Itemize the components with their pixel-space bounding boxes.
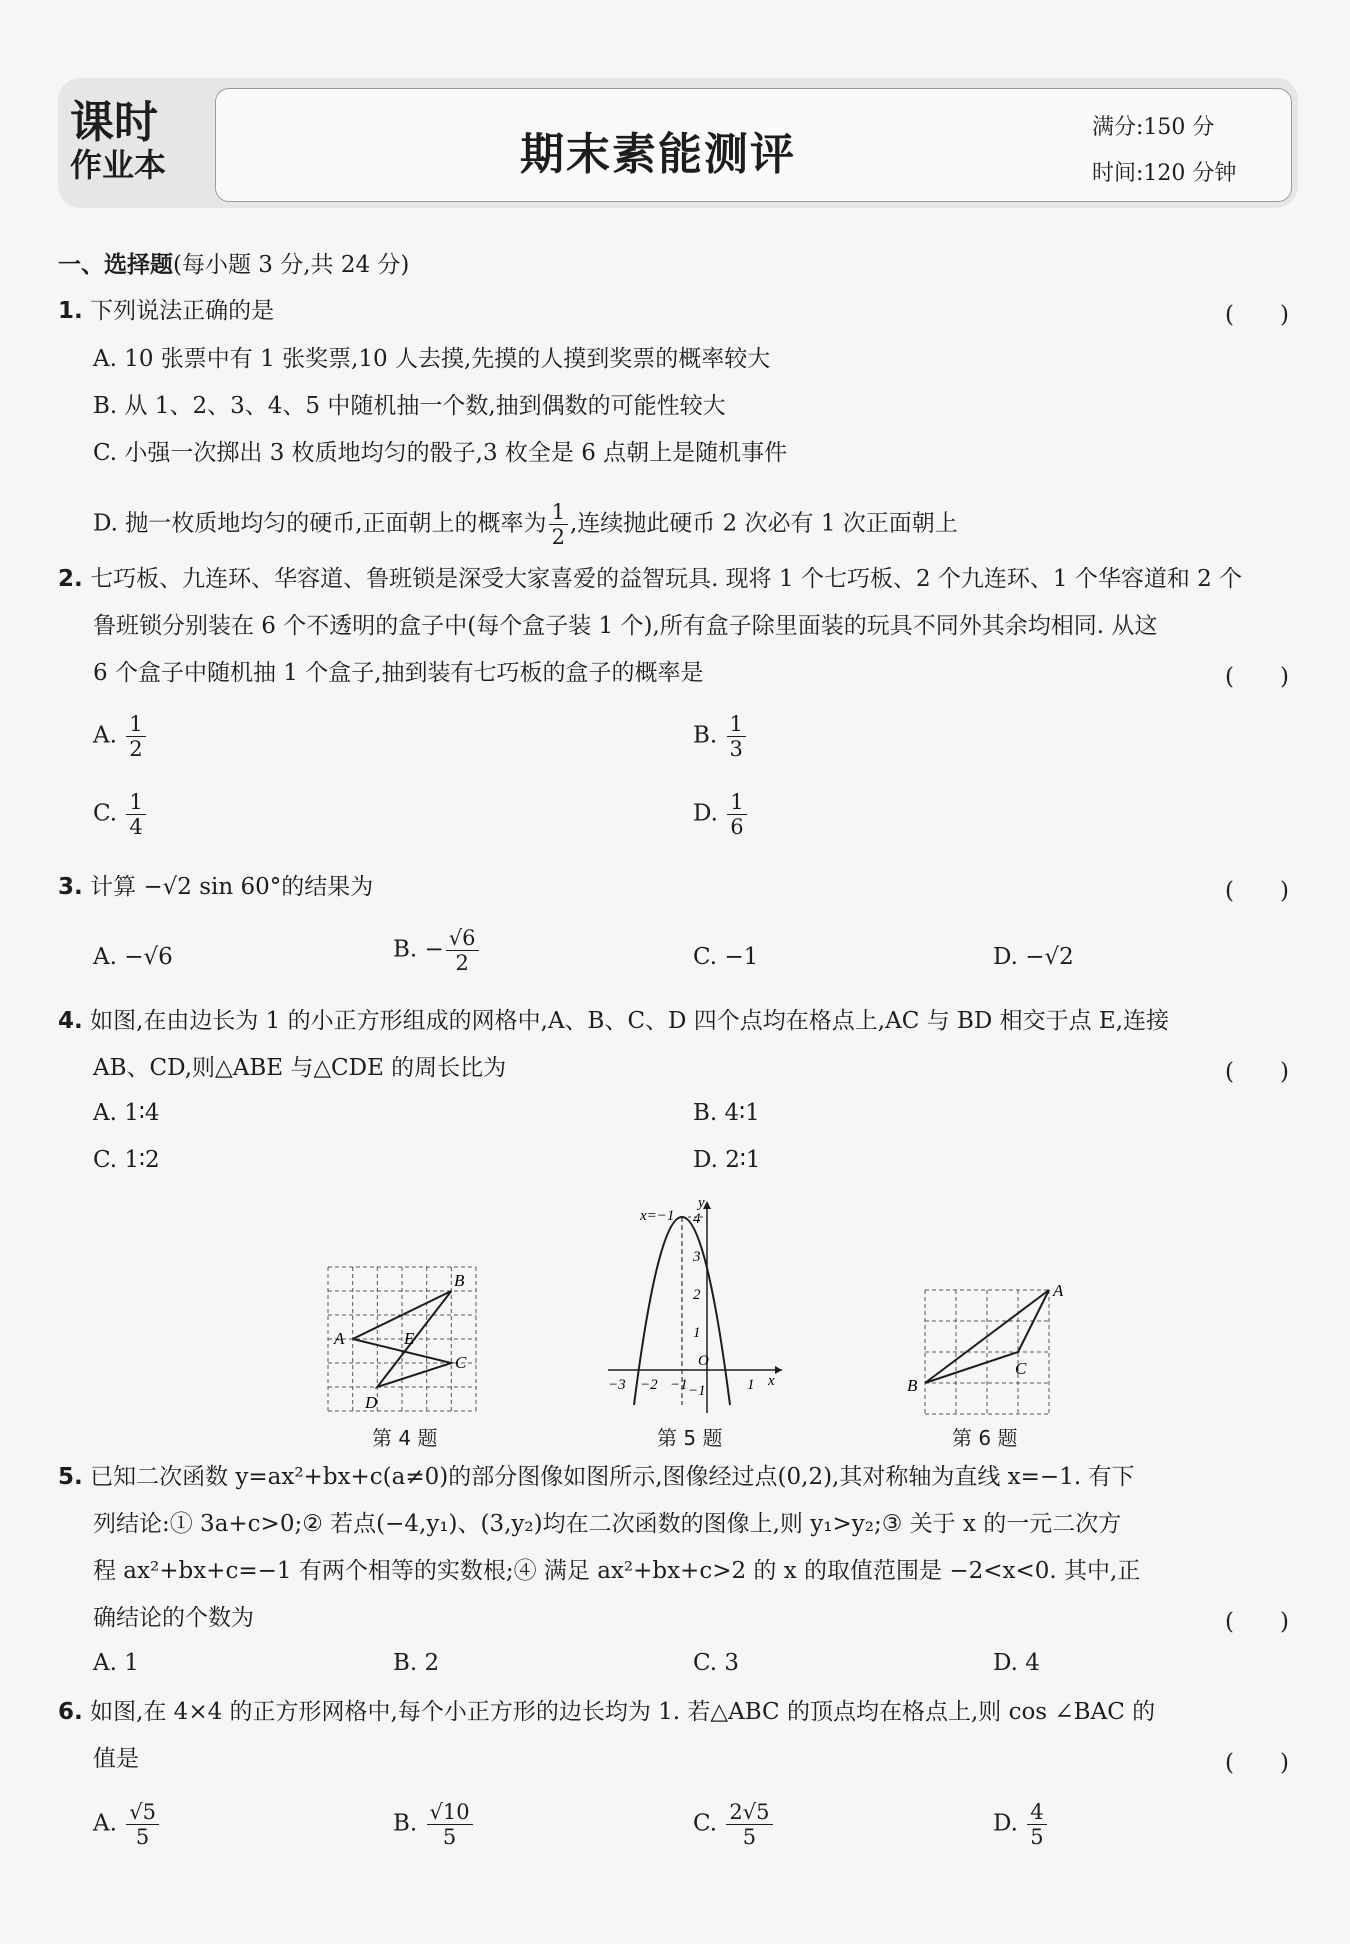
q2-option-b: B. $\frac{1}{3}$: [693, 712, 748, 761]
q4-answer-paren[interactable]: ( ): [1225, 1059, 1289, 1085]
q6-option-a: A. $\frac{√5}{5}$: [93, 1800, 161, 1849]
q1-option-c: C. 小强一次掷出 3 枚质地均匀的骰子,3 枚全是 6 点朝上是随机事件: [93, 440, 788, 466]
page-title: 期末素能测评: [520, 129, 796, 180]
q2-option-c: C. $\frac{1}{4}$: [93, 790, 148, 839]
figure-q5-caption: 第 5 题: [657, 1426, 723, 1450]
fraction: $\frac{1}{3}$: [727, 712, 746, 761]
x-tick-neg1: −1: [670, 1377, 688, 1393]
fraction: $\frac{1}{4}$: [126, 790, 145, 839]
point-label-b: B: [907, 1376, 918, 1395]
y-axis-label: y: [698, 1195, 705, 1211]
fraction: $\frac{√10}{5}$: [427, 1800, 473, 1849]
y-tick-4: 4: [693, 1211, 701, 1227]
fraction: $\frac{1}{6}$: [727, 790, 746, 839]
y-tick-1: 1: [693, 1325, 701, 1341]
fraction: $\frac{4}{5}$: [1027, 1800, 1046, 1849]
full-score: 满分:150 分: [1092, 115, 1215, 140]
q3-option-d: D. −√2: [993, 944, 1074, 970]
q5-answer-paren[interactable]: ( ): [1225, 1609, 1289, 1635]
q6-option-d: D. $\frac{4}{5}$: [993, 1800, 1049, 1849]
q5-option-d: D. 4: [993, 1650, 1040, 1676]
q2-stem-line1: 2. 七巧板、九连环、华容道、鲁班锁是深受大家喜爱的益智玩具. 现将 1 个七巧板、2 个九连环、1 个华容道和 2 个: [58, 566, 1243, 592]
fraction: $\frac{2√5}{5}$: [726, 1800, 772, 1849]
point-label-e: E: [404, 1329, 415, 1348]
q6-answer-paren[interactable]: ( ): [1225, 1750, 1289, 1776]
q3-option-a: A. −√6: [93, 944, 173, 970]
q6-option-c: C. $\frac{2√5}{5}$: [693, 1800, 775, 1849]
origin-label: O: [698, 1353, 709, 1369]
q1-stem: 1. 下列说法正确的是: [58, 298, 275, 324]
section-title: 一、选择题(每小题 3 分,共 24 分): [58, 252, 410, 278]
logo-top: 课时: [70, 97, 158, 148]
figure-q4-caption: 第 4 题: [372, 1426, 438, 1450]
q3-option-b: B. − $\frac{√6}{2}$: [393, 926, 481, 975]
axis-of-symmetry-label: x=−1: [640, 1208, 675, 1224]
fraction: $\frac{1}{2}$: [126, 712, 145, 761]
fraction: $\frac{√5}{5}$: [126, 1800, 159, 1849]
q2-answer-paren[interactable]: ( ): [1225, 664, 1289, 690]
point-label-c: C: [1015, 1359, 1027, 1378]
exam-time: 时间:120 分钟: [1092, 161, 1237, 186]
q2-option-a: A. $\frac{1}{2}$: [93, 712, 148, 761]
logo-bottom: 作业本: [70, 146, 167, 184]
q1-option-b: B. 从 1、2、3、4、5 中随机抽一个数,抽到偶数的可能性较大: [93, 393, 726, 419]
y-tick-3: 3: [693, 1249, 701, 1265]
q5-option-c: C. 3: [693, 1650, 740, 1676]
q4-option-a: A. 1∶4: [93, 1100, 160, 1126]
q2-stem-line3: 6 个盒子中随机抽 1 个盒子,抽到装有七巧板的盒子的概率是: [93, 660, 704, 686]
y-tick-2: 2: [693, 1287, 701, 1303]
figure-q6-caption: 第 6 题: [952, 1426, 1018, 1450]
q4-option-b: B. 4∶1: [693, 1100, 760, 1126]
q3-option-c: C. −1: [693, 944, 759, 970]
x-axis-label: x: [768, 1373, 775, 1389]
q5-stem-line4: 确结论的个数为: [93, 1605, 254, 1631]
q4-option-d: D. 2∶1: [693, 1147, 761, 1173]
point-label-c: C: [455, 1353, 467, 1372]
q6-option-b: B. $\frac{√10}{5}$: [393, 1800, 475, 1849]
q2-stem-line2: 鲁班锁分别装在 6 个不透明的盒子中(每个盒子装 1 个),所有盒子除里面装的玩具不同外其余均相同. 从这: [93, 613, 1158, 639]
q5-stem-line1: 5. 已知二次函数 y=ax²+bx+c(a≠0)的部分图像如图所示,图像经过点(0,2),其对称轴为直线 x=−1. 有下: [58, 1464, 1135, 1490]
q3-stem: 3. 计算 −√2 sin 60°的结果为: [58, 874, 374, 900]
point-label-d: D: [365, 1393, 378, 1412]
y-tick-neg1: −1: [688, 1383, 706, 1399]
x-tick-1: 1: [747, 1377, 755, 1393]
q3-answer-paren[interactable]: ( ): [1225, 878, 1289, 904]
q1-option-d: D. 抛一枚质地均匀的硬币,正面朝上的概率为 $\frac{1}{2}$ ,连续抛此硬币 2 次必有 1 次正面朝上: [93, 500, 958, 549]
figure-q5-parabola: [600, 1195, 790, 1420]
point-label-a: A: [334, 1329, 345, 1348]
q1-answer-paren[interactable]: ( ): [1225, 302, 1289, 328]
q2-option-d: D. $\frac{1}{6}$: [693, 790, 749, 839]
logo: [70, 97, 210, 184]
x-tick-neg3: −3: [608, 1377, 626, 1393]
figure-q6-grid: [905, 1278, 1063, 1418]
q1-option-a: A. 10 张票中有 1 张奖票,10 人去摸,先摸的人摸到奖票的概率较大: [93, 346, 771, 372]
point-label-a: A: [1053, 1281, 1063, 1300]
fraction: $\frac{√6}{2}$: [446, 926, 479, 975]
x-tick-neg2: −2: [640, 1377, 658, 1393]
q5-option-a: A. 1: [93, 1650, 139, 1676]
q4-option-c: C. 1∶2: [93, 1147, 160, 1173]
q4-stem-line1: 4. 如图,在由边长为 1 的小正方形组成的网格中,A、B、C、D 四个点均在格点上,AC 与 BD 相交于点 E,连接: [58, 1008, 1170, 1034]
q6-stem-line2: 值是: [93, 1746, 139, 1772]
q5-stem-line3: 程 ax²+bx+c=−1 有两个相等的实数根;④ 满足 ax²+bx+c>2 的 x 的取值范围是 −2<x<0. 其中,正: [93, 1558, 1141, 1584]
fraction: $\frac{1}{2}$: [549, 500, 568, 549]
point-label-b: B: [454, 1271, 465, 1290]
q4-stem-line2: AB、CD,则△ABE 与△CDE 的周长比为: [93, 1055, 507, 1081]
figure-q4-grid: [320, 1262, 485, 1420]
q5-stem-line2: 列结论:① 3a+c>0;② 若点(−4,y₁)、(3,y₂)均在二次函数的图像上,则 y₁>y₂;③ 关于 x 的一元二次方: [93, 1511, 1122, 1537]
q6-stem-line1: 6. 如图,在 4×4 的正方形网格中,每个小正方形的边长均为 1. 若△ABC 的顶点均在格点上,则 cos ∠BAC 的: [58, 1699, 1156, 1725]
q5-option-b: B. 2: [393, 1650, 440, 1676]
